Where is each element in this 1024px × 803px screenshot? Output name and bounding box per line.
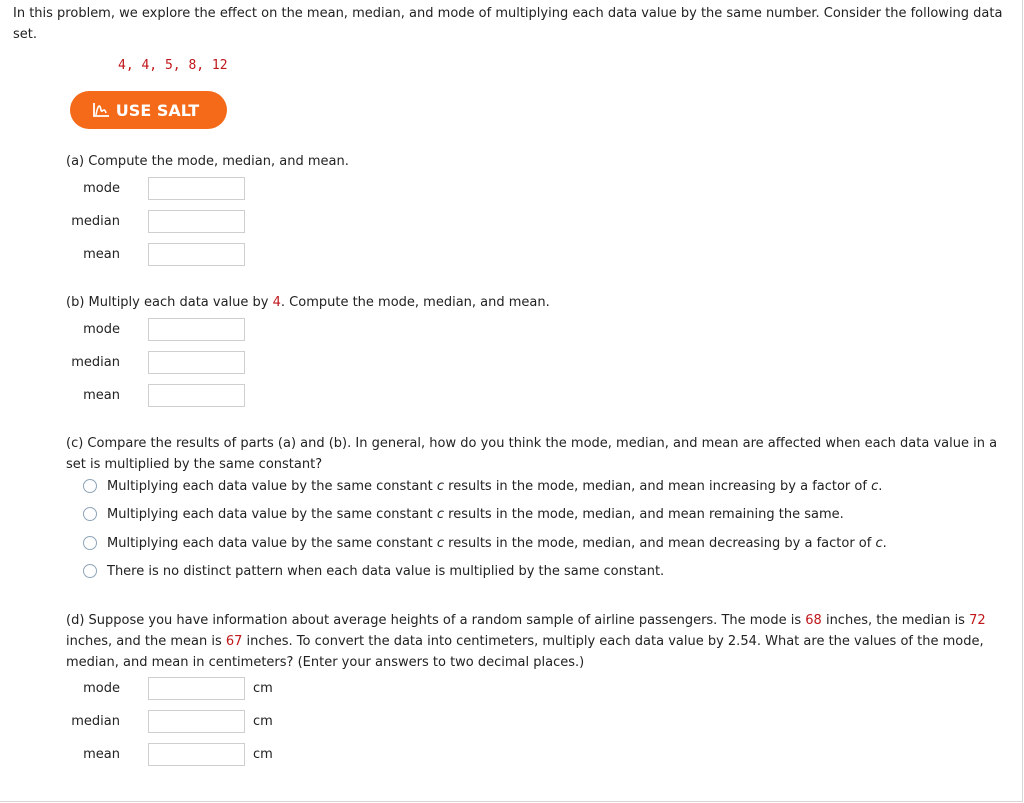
- part-d-median-value: 72: [969, 613, 986, 628]
- part-b-mean-label: mean: [83, 388, 120, 403]
- part-a-median-input[interactable]: [148, 210, 245, 233]
- part-d-mode-unit: cm: [253, 681, 273, 696]
- part-c-option-3-text: Multiplying each data value by the same constant c results in the mode, median, and mean decreasing by a factor of c.: [107, 535, 887, 551]
- part-b-question: [66, 292, 550, 313]
- radio-button-3[interactable]: [83, 536, 97, 550]
- part-b-median-label: median: [71, 355, 120, 370]
- use-salt-button[interactable]: [70, 91, 227, 129]
- part-d-mean-unit: cm: [253, 747, 273, 762]
- part-d-median-label: median: [71, 714, 120, 729]
- part-b-mode-row: [0, 318, 400, 342]
- part-b-mode-label: mode: [83, 322, 120, 337]
- part-c-option-2-text: Multiplying each data value by the same constant c results in the mode, median, and mean remaining the same.: [107, 506, 844, 522]
- part-b-question-prefix: (b) Multiply each data value by: [66, 295, 273, 310]
- part-a-mean-label: mean: [83, 247, 120, 262]
- part-a-mode-input[interactable]: [148, 177, 245, 200]
- part-b-mean-row: [0, 384, 400, 408]
- part-d-mean-row: [0, 743, 400, 767]
- part-d-median-row: [0, 710, 400, 734]
- part-d-median-input[interactable]: [148, 710, 245, 733]
- part-a-mean-row: [0, 243, 400, 267]
- part-b-median-row: [0, 351, 400, 375]
- part-d-median-unit: cm: [253, 714, 273, 729]
- salt-chart-icon: [92, 102, 110, 118]
- part-a-median-label: median: [71, 214, 120, 229]
- part-b-multiplier: 4: [272, 295, 281, 310]
- part-c-option-3[interactable]: [83, 533, 887, 553]
- intro-text: In this problem, we explore the effect on the mean, median, and mode of multiplying each data value by the same number. Consider the following data set.: [13, 6, 1003, 42]
- radio-button-1[interactable]: [83, 479, 97, 493]
- part-c-option-1-text: Multiplying each data value by the same constant c results in the mode, median, and mean increasing by a factor of c.: [107, 478, 883, 494]
- data-set: 4, 4, 5, 8, 12: [118, 58, 228, 73]
- part-d-mean-input[interactable]: [148, 743, 245, 766]
- radio-button-4[interactable]: [83, 564, 97, 578]
- use-salt-label: USE SALT: [115, 100, 200, 120]
- part-c-option-4[interactable]: [83, 561, 664, 581]
- part-b-mode-input[interactable]: [148, 318, 245, 341]
- part-c-question: (c) Compare the results of parts (a) and (b). In general, how do you think the mode, median, and mean are affected when each data value in a set is multiplied by the same constant?: [66, 436, 998, 472]
- part-d-mean-value: 67: [225, 634, 243, 649]
- part-a-median-row: [0, 210, 400, 234]
- part-d-question: (d) Suppose you have information about average heights of a random sample of airline passengers. The mode is 68 inches, the median is 72 inches, and the mean is 67 inches. To convert the data into centimeters, multiply each data value by 2.54. What are the values of the mode, median, and mean in centimeters? (Enter your answers to two decimal places.): [66, 613, 986, 670]
- part-b-question-suffix: . Compute the mode, median, and mean.: [280, 295, 550, 310]
- part-d-mode-label: mode: [83, 681, 120, 696]
- part-a-mean-input[interactable]: [148, 243, 245, 266]
- part-c-option-2[interactable]: [83, 504, 844, 524]
- part-d-mode-row: [0, 677, 400, 701]
- part-a-mode-row: [0, 177, 400, 201]
- part-a-question: (a) Compute the mode, median, and mean.: [66, 154, 349, 169]
- part-c-option-1[interactable]: [83, 476, 882, 496]
- radio-button-2[interactable]: [83, 507, 97, 521]
- part-d-mode-value: 68: [805, 613, 822, 628]
- part-d-mode-input[interactable]: [148, 677, 245, 700]
- part-a-mode-label: mode: [83, 181, 120, 196]
- part-c-option-4-text: There is no distinct pattern when each data value is multiplied by the same constant.: [107, 563, 665, 579]
- part-b-mean-input[interactable]: [148, 384, 245, 407]
- part-b-median-input[interactable]: [148, 351, 245, 374]
- part-d-mean-label: mean: [83, 747, 120, 762]
